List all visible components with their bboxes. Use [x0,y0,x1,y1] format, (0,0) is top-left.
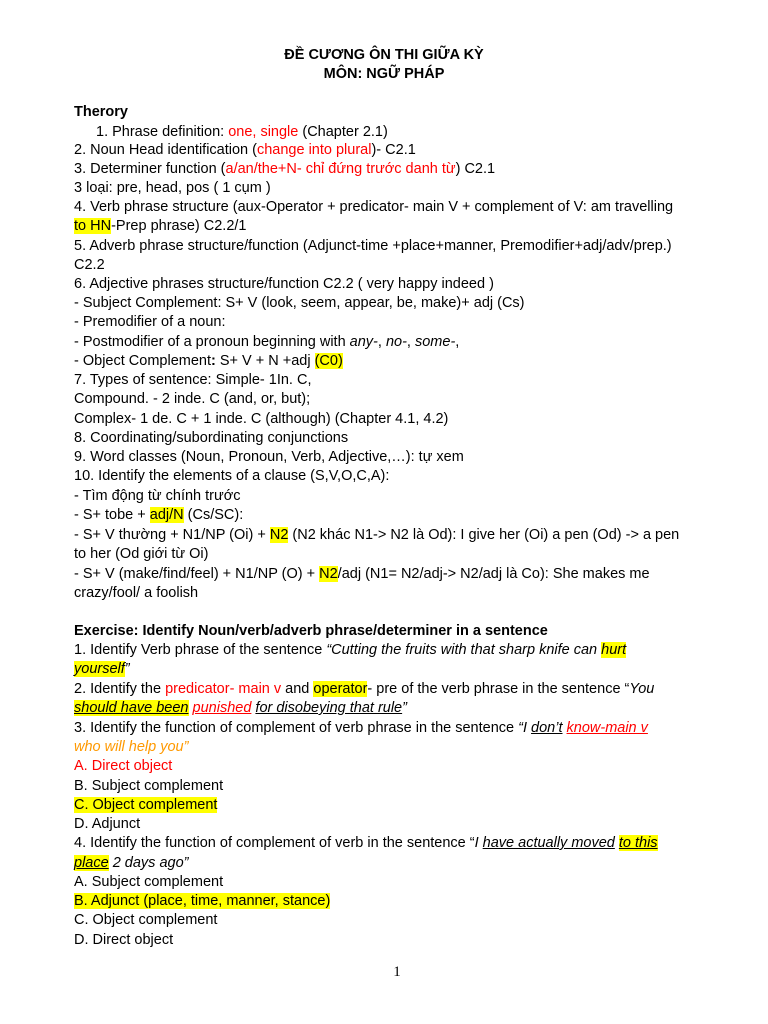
theory-item-2: 2. Noun Head identification (change into plural)- C2.1 [74,142,416,158]
theory-line: - Postmodifier of a pronoun beginning with any-, no-, some-, [74,334,460,350]
theory-line: to her (Od giới từ Oi) [74,546,209,562]
question-4-cont: place 2 days ago” [74,855,189,871]
q3-option-c: C. Object complement [74,797,218,813]
theory-line: crazy/fool/ a foolish [74,585,199,601]
question-3: 3. Identify the function of complement of verb phrase in the sentence “I don’t know-main v [74,720,648,736]
doc-subtitle: MÔN: NGỮ PHÁP [323,66,445,82]
exercise-heading: Exercise: Identify Noun/verb/adverb phrase/determiner in a sentence [74,623,548,639]
question-1: 1. Identify Verb phrase of the sentence “Cutting the fruits with that sharp knife can hurt [74,642,627,658]
theory-item-8: 8. Coordinating/subordinating conjunctions [74,430,349,446]
theory-line: - Premodifier of a noun: [74,314,226,330]
theory-line: - Object Complement: S+ V + N +adj (C0) [74,353,343,369]
question-2: 2. Identify the predicator- main v and operator- pre of the verb phrase in the sentence “You [74,681,655,697]
theory-line: - S+ tobe + adj/N (Cs/SC): [74,507,244,523]
theory-line: Compound. - 2 inde. C (and, or, but); [74,391,311,407]
theory-line: - Subject Complement: S+ V (look, seem, appear, be, make)+ adj (Cs) [74,295,525,311]
theory-item-4: 4. Verb phrase structure (aux-Operator + predicator- main V + complement of V: am travelling [74,199,674,215]
theory-line: Complex- 1 de. C + 1 inde. C (although) (Chapter 4.1, 4.2) [74,411,449,427]
question-4: 4. Identify the function of complement of verb in the sentence “I have actually moved to this [74,835,658,851]
doc-title: ĐỀ CƯƠNG ÔN THI GIỮA KỲ [284,47,484,63]
theory-line: - S+ V (make/find/feel) + N1/NP (O) + N2/adj (N1= N2/adj-> N2/adj là Co): She makes me [74,566,650,582]
theory-line: 3 loại: pre, head, pos ( 1 cụm ) [74,180,271,196]
theory-item-5: 5. Adverb phrase structure/function (Adjunct-time +place+manner, Premodifier+adj/adv/prep.) [74,238,672,254]
theory-item-10: 10. Identify the elements of a clause (S,V,O,C,A): [74,468,390,484]
theory-line: - S+ V thường + N1/NP (Oi) + N2 (N2 khác N1-> N2 là Od): I give her (Oi) a pen (Od) -> a pen [74,527,680,543]
q3-option-b: B. Subject complement [74,778,224,794]
q4-option-d: D. Direct object [74,932,174,948]
question-1-cont: yourself” [74,661,130,677]
question-2-cont: should have been punished for disobeying that rule” [74,700,407,716]
theory-item-1: 1. Phrase definition: one, single (Chapter 2.1) [96,124,388,140]
q3-option-d: D. Adjunct [74,816,141,832]
q4-option-a: A. Subject complement [74,874,224,890]
question-3-cont: who will help you” [74,739,189,755]
theory-item-6: 6. Adjective phrases structure/function C2.2 ( very happy indeed ) [74,276,494,292]
theory-item-7: 7. Types of sentence: Simple- 1In. C, [74,372,312,388]
theory-line: to HN-Prep phrase) C2.2/1 [74,218,247,234]
q4-option-c: C. Object complement [74,912,218,928]
q4-option-b: B. Adjunct (place, time, manner, stance) [74,893,331,909]
theory-item-3: 3. Determiner function (a/an/the+N- chỉ đứng trước danh từ) C2.1 [74,161,496,177]
page-number: 1 [393,964,401,980]
q3-option-a: A. Direct object [74,758,173,774]
theory-line: C2.2 [74,257,105,273]
theory-heading: Therory [74,104,128,120]
theory-line: - Tìm động từ chính trước [74,488,241,504]
theory-item-9: 9. Word classes (Noun, Pronoun, Verb, Adjective,…): tự xem [74,449,464,465]
